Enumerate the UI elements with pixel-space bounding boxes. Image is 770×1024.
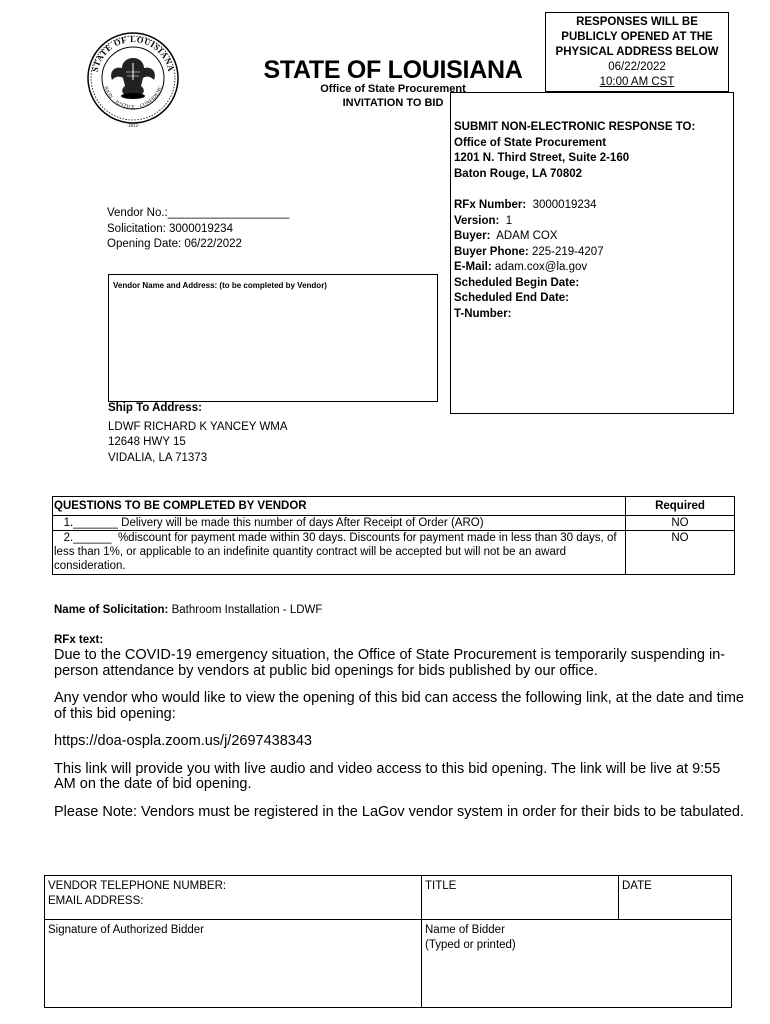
rfx-paragraph-covid: Due to the COVID-19 emergency situation, the Office of State Procurement is temporarily suspending in-person attendance by vendors at public bid openings for bids published by our office. [54,647,726,679]
opening-date: Opening Date: 06/22/2022 [107,238,242,250]
submit-city: Baton Rouge, LA 70802 [454,167,583,180]
buyer-phone-row: Buyer Phone: 225-219-4207 [454,245,604,258]
buyer-phone: 225-219-4207 [531,245,604,258]
svg-text:STATE OF LOUISIANA: STATE OF LOUISIANA [89,33,177,73]
solicitation-number: Solicitation: 3000019234 [107,222,233,235]
responses-line-1: RESPONSES WILL BE [576,16,698,28]
bidder-name-label: Name of Bidder [425,924,505,936]
vendor-questions-table [52,496,735,575]
date-label: DATE [622,880,652,892]
responses-line-3: PHYSICAL ADDRESS BELOW [555,46,719,58]
pelican-seal-icon [82,30,184,130]
page-title: STATE OF LOUISIANA [263,56,523,84]
vendor-name-address-box[interactable] [108,274,438,402]
scheduled-end-date: Scheduled End Date: [454,292,570,304]
bidder-name-cell[interactable] [422,920,732,1008]
submit-heading: SUBMIT NON-ELECTRONIC RESPONSE TO: [454,121,696,133]
bidder-name-sublabel: (Typed or printed) [425,939,516,951]
vendor-meta [107,206,289,253]
svg-text:·1812·: ·1812· [126,124,140,129]
zoom-link[interactable]: https://doa-ospla.zoom.us/j/2697438343 [54,733,312,749]
question-1-text[interactable]: 1._______ Delivery will be made this number of days After Receipt of Order (ARO) [53,516,626,531]
signature-block [44,875,732,1008]
required-header: Required [626,497,735,516]
email-address-label: EMAIL ADDRESS: [48,895,144,907]
ship-to-city: VIDALIA, LA 71373 [108,451,208,464]
table-row [53,531,735,575]
state-seal [82,30,184,130]
buyer-name: ADAM COX [496,230,558,242]
email-row: E-Mail: adam.cox@la.gov [454,261,588,273]
ship-to-street: 12648 HWY 15 [108,436,186,448]
t-number: T-Number: [454,307,512,320]
rfx-number-row: RFx Number: 3000019234 [454,199,597,211]
svg-text:UNION · JUSTICE · CONFIDENCE: NION · JUSTICE · CONFIDENC [102,85,164,111]
table-header-row [53,497,735,516]
responses-notice-box [545,12,729,92]
date-cell[interactable] [619,876,732,920]
submit-street: 1201 N. Third Street, Suite 2-160 [454,152,630,164]
vendor-contact-cell[interactable] [45,876,422,920]
question-2-text[interactable]: 2.______ %discount for payment made within 30 days. Discounts for payment made in less than 30 days, of less than 1%, or applicable to an indefinite quantity contract will be accepted but will not be an award consideration. [53,531,626,575]
rfx-paragraph-live: This link will provide you with live audio and video access to this bid opening. The link will be live at 9:55 AM on the date of bid opening. [54,760,721,792]
title-cell[interactable] [422,876,619,920]
question-1-required: NO [626,516,735,531]
rfx-paragraph-link-intro: Any vendor who would like to view the opening of this bid can access the following link, at the date and time of this bid opening: [54,690,744,722]
signature-cell[interactable] [45,920,422,1008]
rfx-paragraph-note: Please Note: Vendors must be registered in the LaGov vendor system in order for their bids to be tabulated. [54,803,744,820]
vendor-number-field[interactable]: Vendor No.:___________________ [107,207,290,219]
questions-header: QUESTIONS TO BE COMPLETED BY VENDOR [53,497,626,516]
rfx-text-label: RFx text: [54,634,104,646]
ship-to-address [108,401,288,466]
table-row [45,876,732,920]
responses-line-2: PUBLICLY OPENED AT THE [561,31,713,43]
version: 1 [505,214,513,227]
table-row [45,920,732,1008]
buyer-email: adam.cox@la.gov [494,261,588,273]
submit-office: Office of State Procurement [454,136,607,149]
solicitation-name [54,604,322,616]
vendor-telephone-label: VENDOR TELEPHONE NUMBER: [48,880,227,892]
office-name: Office of State Procurement [320,83,466,95]
version-row: Version: 1 [454,214,513,227]
ship-to-label: Ship To Address: [108,402,202,414]
signature-label: Signature of Authorized Bidder [48,924,204,936]
buyer-row: Buyer: ADAM COX [454,230,558,242]
rfx-text-body [54,648,744,832]
responses-time: 10:00 AM CST [599,76,675,88]
table-row [53,516,735,531]
solicitation-name-label: Name of Solicitation: [54,604,169,616]
title-label: TITLE [425,880,457,892]
vendor-box-label: Vendor Name and Address: (to be completed by Vendor) [113,281,327,290]
rfx-number: 3000019234 [532,199,597,211]
ship-to-name: LDWF RICHARD K YANCEY WMA [108,420,288,433]
responses-date: 06/22/2022 [608,61,666,73]
scheduled-begin-date: Scheduled Begin Date: [454,276,580,289]
solicitation-name-value: Bathroom Installation - LDWF [171,604,323,616]
question-2-required: NO [626,531,735,575]
document-type: INVITATION TO BID [342,97,444,109]
submission-info-box [450,92,734,414]
